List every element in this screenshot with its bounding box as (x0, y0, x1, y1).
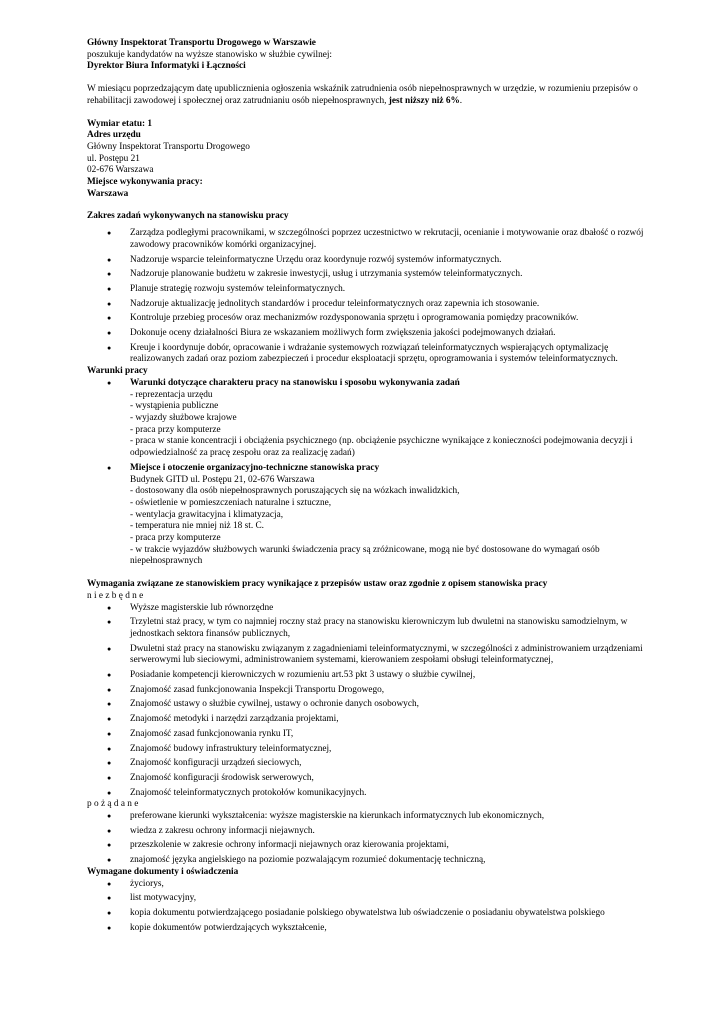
warunki-line: - praca przy komputerze (130, 533, 221, 544)
zakres-list (87, 228, 647, 366)
warunki-line: - dostosowany dla osób niepełnosprawnych poruszających się na wózkach inwalidzkich, (130, 486, 460, 497)
warunki-group-title: ● Warunki dotyczące charakteru pracy na stanowisku i sposobu wykonywania zadań (130, 377, 460, 388)
wymagania-section (87, 579, 647, 867)
intro-text: W miesiącu poprzedzającym datę upublicznienia ogłoszenia wskaźnik zatrudnienia osób niepełnosprawnych w urzędzie, w rozumieniu przepisów o rehabilitacji zawodowej i społecznej oraz zatrudnianiu osób niepełnosprawnych, (87, 84, 638, 106)
warunki-line: - wystąpienia publiczne (130, 401, 219, 412)
list-item: ● Planuje strategię rozwoju systemów teleinformatycznych. (87, 284, 647, 296)
miejsce-value: Warszawa (87, 188, 129, 199)
warunki-line: - reprezentacja urzędu (130, 389, 213, 400)
list-item: ● Znajomość ustawy o służbie cywilnej, ustawy o ochronie danych osobowych, (87, 699, 647, 711)
warunki-line: - praca przy komputerze (130, 424, 221, 435)
pozadane-list (87, 811, 647, 867)
warunki-line: - wyjazdy służbowe krajowe (130, 412, 237, 423)
list-item: ● Kreuje i koordynuje dobór, opracowanie i wdrażanie systemowych rozwiązań teleinformatycznych wspierających optymalizację realizowanych zadań oraz poziom zabezpieczeń i procedur eksploatacji sprzętu, oprogramowania i systemów teleinformatycznych. (87, 343, 647, 366)
warunki-list (87, 378, 647, 568)
list-item: ● Nadzoruje wsparcie teleinformatyczne Urzędu oraz koordynuje rozwój systemów informatycznych. (87, 255, 647, 267)
adres-label: Adres urzędu (87, 130, 141, 141)
intro-bold: jest niższy niż 6% (388, 95, 460, 106)
list-item: ● Kontroluje przebieg procesów oraz mechanizmów rozdysponowania sprzętu i oprogramowania pomiędzy pracowników. (87, 313, 647, 325)
list-item: ● Zarządza podległymi pracownikami, w szczególności poprzez uczestnictwo w rekrutacji, ocenianie i motywowanie oraz dbałość o rozwój zawodowy pracowników komórki organizacyjnej. (87, 228, 647, 251)
warunki-line: - temperatura nie mniej niż 18 st. C. (130, 521, 264, 532)
dokumenty-section (87, 867, 647, 935)
header-subtitle: poszukuje kandydatów na wyższe stanowisko w służbie cywilnej: (87, 49, 333, 60)
intro-end: . (459, 95, 463, 106)
warunki-line: - oświetlenie w pomieszczeniach naturalne i sztuczne, (130, 497, 332, 508)
info-block (87, 119, 647, 201)
list-item: ● przeszkolenie w zakresie ochrony informacji niejawnych oraz kierowania projektami, (87, 840, 647, 852)
list-item: ● Nadzoruje planowanie budżetu w zakresie inwestycji, usług i utrzymania systemów teleinformatycznych. (87, 269, 647, 281)
list-item: ● życiorys, (87, 879, 647, 891)
warunki-group-charakter (87, 378, 647, 460)
list-item: ● Trzyletni staż pracy, w tym co najmniej roczny staż pracy na stanowisku kierowniczym lub dwuletni na stanowisku samodzielnym, w jednostkach sektora finansów publicznych, (87, 617, 647, 640)
adres-line: Główny Inspektorat Transportu Drogowego (87, 141, 250, 152)
list-item: ● Nadzoruje aktualizację jednolitych standardów i procedur teleinformatycznych oraz zapewnia ich stosowanie. (87, 299, 647, 311)
zakres-title: Zakres zadań wykonywanych na stanowisku pracy (87, 211, 289, 222)
warunki-line: - wentylacja grawitacyjna i klimatyzacja, (130, 509, 284, 520)
niezbedne-list (87, 603, 647, 800)
list-item: ● Znajomość konfiguracji środowisk serwerowych, (87, 773, 647, 785)
list-item: ● Znajomość budowy infrastruktury teleinformatycznej, (87, 744, 647, 756)
adres-line: 02-676 Warszawa (87, 165, 154, 176)
position-title: Dyrektor Biura Informatyki i Łączności (87, 61, 246, 72)
warunki-group-otoczenie (87, 463, 647, 568)
list-item: ● Znajomość metodyki i narzędzi zarządzania projektami, (87, 714, 647, 726)
warunki-line: - praca w stanie koncentracji i obciążenia psychicznego (np. obciążenie psychiczne wynikające z konieczności podejmowania decyzji i odpowiedzialność za pracę zespołu oraz za realizację zadań) (130, 436, 633, 459)
list-item: ● wiedza z zakresu ochrony informacji niejawnych. (87, 826, 647, 838)
intro-paragraph (87, 84, 647, 107)
institution-name: Główny Inspektorat Transportu Drogowego w Warszawie (87, 38, 316, 48)
list-item: ● Dwuletni staż pracy na stanowisku związanym z zagadnieniami teleinformatycznymi, w szczególności z administrowaniem urządzeniami serwerowymi lub sieciowymi, administrowaniem systemami, kierowaniem zespołami obsługi teleinformatycznej, (87, 644, 647, 667)
list-item: ● Wyższe magisterskie lub równorzędne (87, 603, 647, 615)
warunki-title: Warunki pracy (87, 366, 148, 377)
warunki-group-title: ● Miejsce i otoczenie organizacyjno-techniczne stanowiska pracy (130, 462, 380, 473)
list-item: ● Znajomość konfiguracji urządzeń sieciowych, (87, 758, 647, 770)
warunki-line: - w trakcie wyjazdów służbowych warunki świadczenia pracy są zróżnicowane, mogą nie być dostosowane do wymagań osób niepełnosprawnych (130, 544, 600, 567)
header-block (87, 38, 647, 73)
niezbedne-label: n i e z b ę d n e (87, 590, 144, 601)
document-page (87, 38, 647, 937)
list-item: ● Znajomość teleinformatycznych protokołów komunikacyjnych. (87, 788, 647, 800)
list-item: ● kopie dokumentów potwierdzających wykształcenie, (87, 923, 647, 935)
list-item: ● znajomość języka angielskiego na poziomie pozwalającym rozumieć dokumentację techniczną, (87, 855, 647, 867)
list-item: ● Znajomość zasad funkcjonowania Inspekcji Transportu Drogowego, (87, 685, 647, 697)
adres-line: ul. Postępu 21 (87, 153, 140, 164)
list-item: ● Posiadanie kompetencji kierowniczych w rozumieniu art.53 pkt 3 ustawy o służbie cywilnej, (87, 670, 647, 682)
list-item: ● Dokonuje oceny działalności Biura ze wskazaniem możliwych form zwiększenia jakości podejmowanych działań. (87, 328, 647, 340)
warunki-line: Budynek GITD ul. Postępu 21, 02-676 Warszawa (130, 474, 315, 485)
wymagania-title: Wymagania związane ze stanowiskiem pracy wynikające z przepisów ustaw oraz zgodnie z opisem stanowiska pracy (87, 579, 548, 590)
pozadane-label: p o ż ą d a n e (87, 799, 139, 810)
miejsce-label: Miejsce wykonywania pracy: (87, 177, 203, 188)
zakres-section (87, 211, 647, 366)
dokumenty-title: Wymagane dokumenty i oświadczenia (87, 866, 239, 877)
list-item: ● Znajomość zasad funkcjonowania rynku IT, (87, 729, 647, 741)
warunki-section (87, 366, 647, 568)
list-item: ● kopia dokumentu potwierdzającego posiadanie polskiego obywatelstwa lub oświadczenie o posiadaniu obywatelstwa polskiego (87, 908, 647, 920)
dokumenty-list (87, 879, 647, 935)
wymiar-etatu: Wymiar etatu: 1 (87, 118, 153, 129)
list-item: ● list motywacyjny, (87, 893, 647, 905)
list-item: ● preferowane kierunki wykształcenia: wyższe magisterskie na kierunkach informatycznych lub ekonomicznych, (87, 811, 647, 823)
